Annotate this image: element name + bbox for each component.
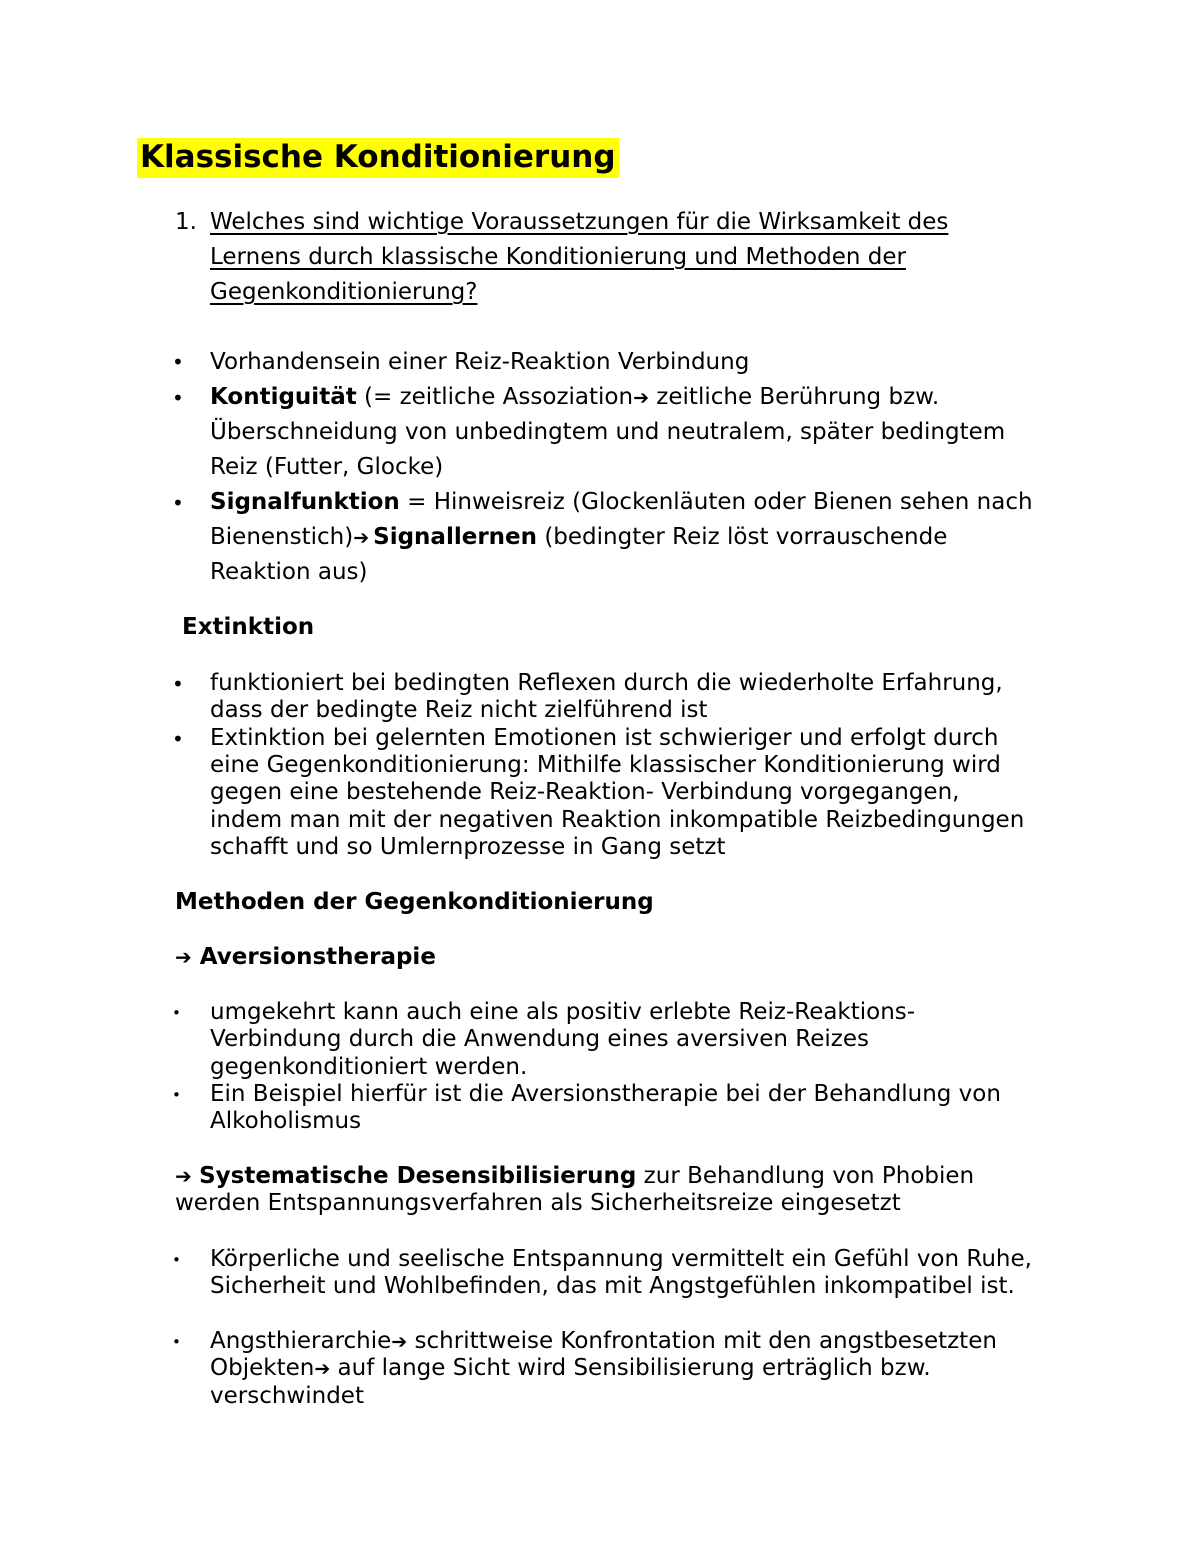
question-line-3: Gegenkonditionierung? [210, 279, 478, 305]
paragraph-line: werden Entspannungsverfahren als Sicherheitsreize eingesetzt [175, 1190, 901, 1216]
list-item-line: eine Gegenkonditionierung: Mithilfe klassischer Konditionierung wird [210, 752, 1001, 778]
list-item-line: dass der bedingte Reiz nicht zielführend ist [210, 697, 708, 723]
list-item-text: Bienenstich) [210, 524, 354, 550]
list-item-text: zeitliche Berührung bzw. [649, 384, 940, 410]
subheading-text: Aversionstherapie [199, 944, 436, 970]
title-container [137, 139, 619, 175]
list-item-line: gegen eine bestehende Reiz-Reaktion- Verbindung vorgegangen, [210, 779, 960, 805]
list-item-line: Körperliche und seelische Entspannung vermittelt ein Gefühl von Ruhe, [210, 1246, 1032, 1272]
term-kontiguitaet: Kontiguität [210, 384, 357, 410]
bullet-icon: • [172, 491, 184, 515]
term-signalfunktion: Signalfunktion [210, 489, 400, 515]
list-item-line: verschwindet [210, 1383, 364, 1409]
list-item-line: Ein Beispiel hierfür ist die Aversionstherapie bei der Behandlung von [210, 1081, 1001, 1107]
list-item-line [210, 524, 947, 550]
list-item-text: (bedingter Reiz löst vorrauschende [537, 524, 948, 550]
bullet-icon: • [172, 672, 184, 696]
subheading-rest-text: zur Behandlung von Phobien [636, 1163, 975, 1189]
arrow-icon: ➔ [175, 1164, 192, 1188]
question-line-1: Welches sind wichtige Voraussetzungen für die Wirksamkeit des [210, 209, 949, 235]
arrow-icon: ➔ [314, 1358, 331, 1380]
arrow-icon: ➔ [391, 1331, 408, 1353]
bullet-icon: • [172, 1333, 181, 1351]
arrow-icon: ➔ [353, 527, 370, 549]
term-signallernen: Signallernen [373, 524, 538, 550]
bullet-icon: • [172, 1251, 181, 1269]
list-item-line: Alkoholismus [210, 1108, 362, 1134]
list-item-line [210, 1355, 931, 1381]
bullet-icon: • [172, 350, 184, 374]
question-line-2: Lernens durch klassische Konditionierung und Methoden der [210, 244, 906, 270]
list-item [210, 384, 939, 410]
section-heading-methoden: Methoden der Gegenkonditionierung [175, 889, 654, 915]
list-item: Vorhandensein einer Reiz-Reaktion Verbindung [210, 349, 750, 375]
list-item-text: schrittweise Konfrontation mit den angstbesetzten [407, 1328, 997, 1354]
list-item-text: Objekten [210, 1355, 315, 1381]
list-item-line: Reiz (Futter, Glocke) [210, 454, 444, 480]
bullet-icon: • [172, 386, 184, 410]
bullet-icon: • [172, 1004, 181, 1022]
question-number: 1. [175, 209, 197, 235]
list-item-line: Überschneidung von unbedingtem und neutralem, später bedingtem [210, 419, 1006, 445]
section-heading-extinktion: Extinktion [182, 614, 315, 640]
list-item [210, 489, 1033, 515]
list-item-line: Extinktion bei gelernten Emotionen ist schwieriger und erfolgt durch [210, 725, 999, 751]
list-item-line: funktioniert bei bedingten Reflexen durch die wiederholte Erfahrung, [210, 670, 1003, 696]
list-item-line: gegenkonditioniert werden. [210, 1054, 528, 1080]
subheading-text: Systematische Desensibilisierung [199, 1163, 637, 1189]
bullet-icon: • [172, 727, 184, 751]
list-item-line [210, 1328, 997, 1354]
document-title: Klassische Konditionierung [137, 138, 619, 178]
subheading-aversionstherapie [175, 944, 436, 970]
list-item-line: Reaktion aus) [210, 559, 368, 585]
arrow-icon: ➔ [633, 387, 649, 409]
list-item-line: indem man mit der negativen Reaktion inkompatible Reizbedingungen [210, 807, 1025, 833]
arrow-icon: ➔ [175, 945, 192, 969]
list-item-text: (= zeitliche Assoziation [356, 384, 634, 410]
list-item-text: auf lange Sicht wird Sensibilisierung erträglich bzw. [330, 1355, 931, 1381]
list-item-text: = Hinweisreiz (Glockenläuten oder Bienen sehen nach [399, 489, 1033, 515]
list-item-text: Angsthierarchie [210, 1328, 392, 1354]
list-item-line: umgekehrt kann auch eine als positiv erlebte Reiz-Reaktions- [210, 999, 916, 1025]
list-item-line: schafft und so Umlernprozesse in Gang setzt [210, 834, 726, 860]
bullet-icon: • [172, 1086, 181, 1104]
list-item-line: Verbindung durch die Anwendung eines aversiven Reizes [210, 1026, 870, 1052]
list-item-line: Sicherheit und Wohlbefinden, das mit Angstgefühlen inkompatibel ist. [210, 1273, 1015, 1299]
subheading-desensibilisierung [175, 1163, 974, 1189]
